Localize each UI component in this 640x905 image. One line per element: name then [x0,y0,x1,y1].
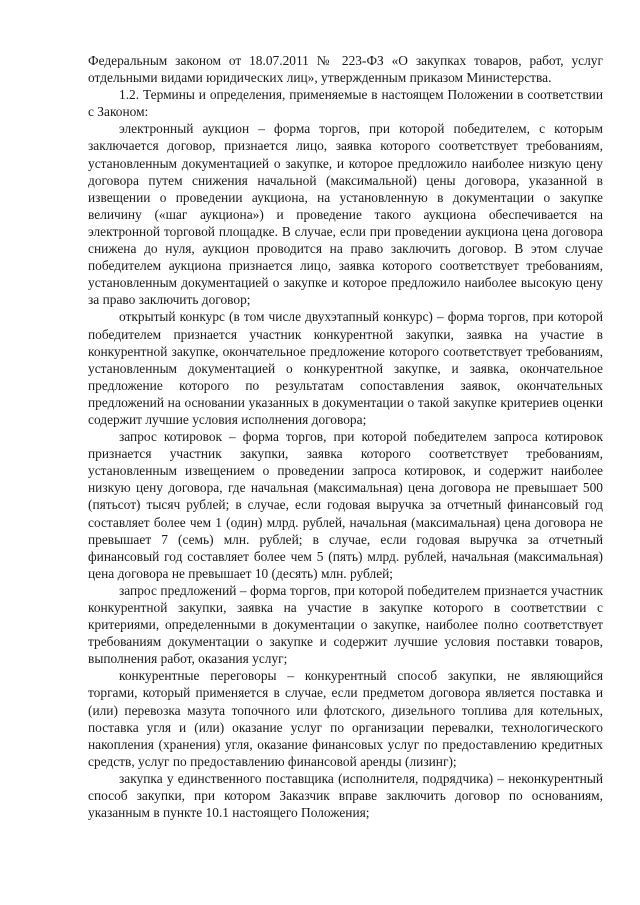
paragraph-open-tender: открытый конкурс (в том числе двухэтапный конкурс) – форма торгов, при которой победителем признается участник конкурентной закупки, заявка на участие в конкурентной закупке, окончательное предложение которого соответствует требованиям, установленным документацией о конкурентной закупке, и заявка, окончательное предложение которого по результатам сопоставления заявок, окончательных предложений на основании указанных в документации о такой закупке критериев оценки содержит лучшие условия исполнения договора; [88,309,603,427]
paragraph-single-supplier: закупка у единственного поставщика (исполнителя, подрядчика) – неконкурентный способ закупки, при котором Заказчик вправе заключить договор по основаниям, указанным в пункте 10.1 настоящего Положения; [88,770,603,821]
paragraph-law-reference: Федеральным законом от 18.07.2011 № 223-ФЗ «О закупках товаров, работ, услуг отдельными видами юридических лиц», утвержденным приказом Министерства. [88,53,603,86]
document-body [88,52,603,821]
paragraph-section-1-2: 1.2. Термины и определения, применяемые в настоящем Положении в соответствии с Законом: [88,87,603,120]
paragraph-electronic-auction: электронный аукцион – форма торгов, при которой победителем, с которым заключается договор, признается лицо, заявка которого соответствует требованиям, установленным документацией о закупке, и которое предложило наиболее низкую цену договора путем снижения начальной (максимальной) цены договора, указанной в извещении о проведении аукциона, на установленную в документации о закупке величину («шаг аукциона») и проведение такого аукциона обеспечивается на электронной торговой площадке. В случае, если при проведении аукциона цена договора снижена до нуля, аукцион проводится на право заключить договор. В этом случае победителем аукциона признается лицо, заявка которого соответствует требованиям, установленным документацией о закупке и которое предложило наиболее высокую цену за право заключить договор; [88,121,603,308]
paragraph-request-for-quotations: запрос котировок – форма торгов, при которой победителем запроса котировок признается участник закупки, заявка которого соответствует требованиям, установленным извещением о проведении запроса котировок, и содержит наиболее низкую цену договора, где начальная (максимальная) цена договора не превышает 500 (пятьсот) тысяч рублей; в случае, если годовая выручка за отчетный финансовый год составляет более чем 1 (один) млрд. рублей, начальная (максимальная) цена договора не превышает 7 (семь) млн. рублей; в случае, если годовая выручка за отчетный финансовый год составляет более чем 5 (пять) млрд. рублей, начальная (максимальная) цена договора не превышает 10 (десять) млн. рублей; [88,429,603,581]
paragraph-request-for-proposals: запрос предложений – форма торгов, при которой победителем признается участник конкурентной закупки, заявка на участие в закупке которого в соответствии с критериями, определенными в документации о закупке, наиболее полно соответствует требованиям документации о закупке и содержит лучшие условия поставки товаров, выполнения работ, оказания услуг; [88,582,603,667]
paragraph-competitive-negotiations: конкурентные переговоры – конкурентный способ закупки, не являющийся торгами, который применяется в случае, если предметом договора является поставка и (или) перевозка мазута топочного или флотского, дизельного топлива для котельных, поставка угля и (или) оказание услуг по организации перевалки, технологического накопления (хранения) угля, оказание финансовых услуг по предоставлению кредитных средств, услуг по предоставлению финансовой аренды (лизинг); [88,668,603,769]
